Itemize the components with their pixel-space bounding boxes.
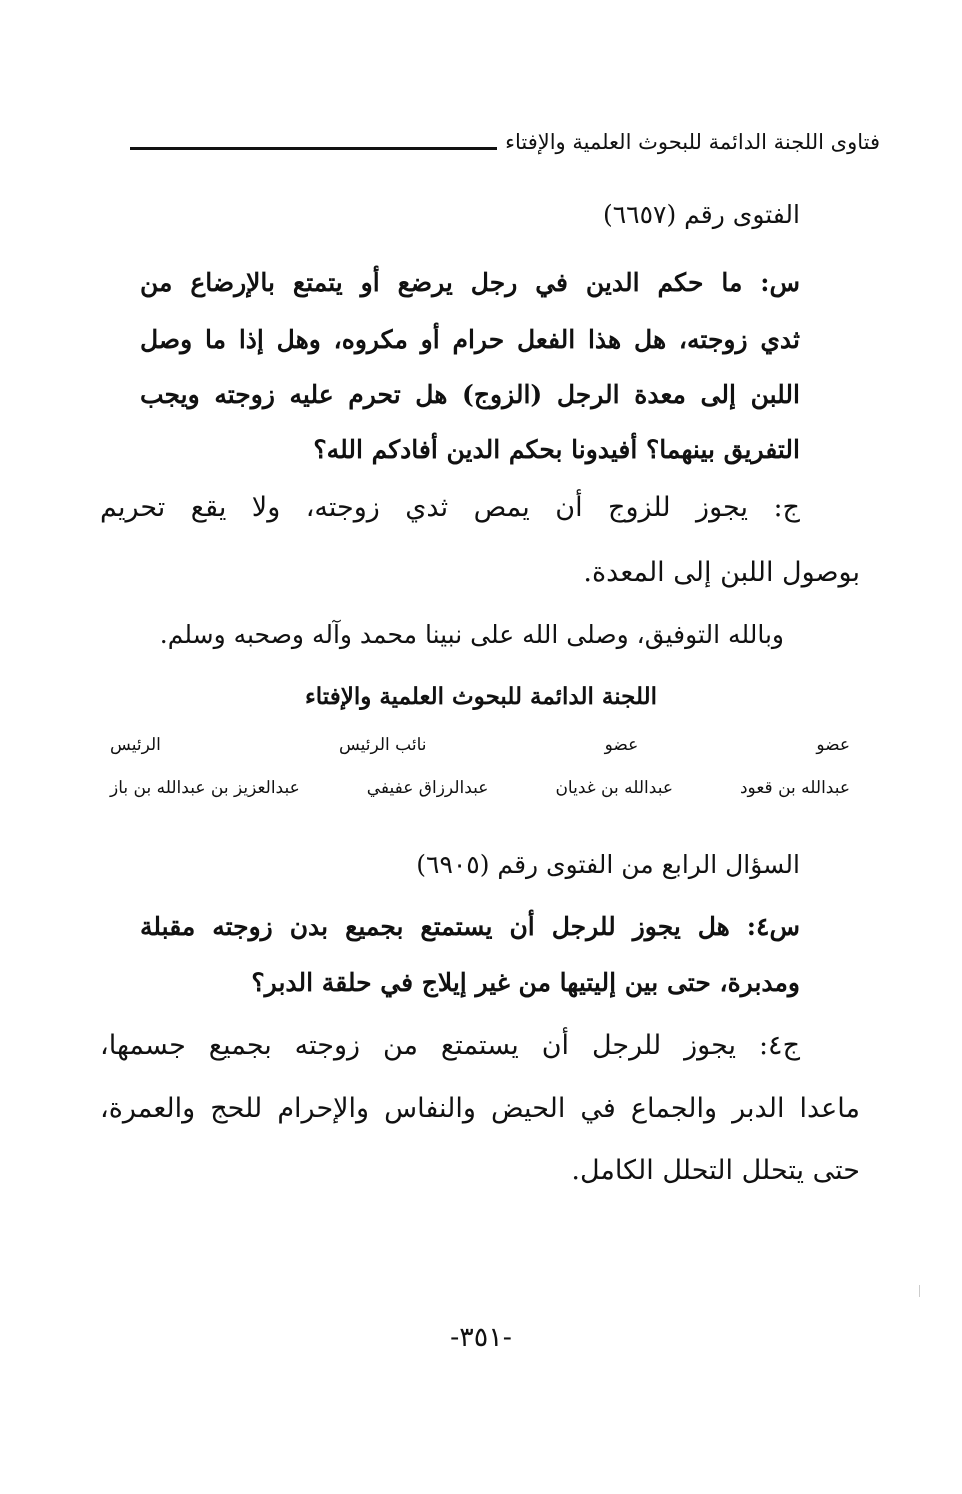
fatwa2-answer-line-3: حتى يتحلل التحلل الكامل. xyxy=(571,1155,860,1186)
fatwa1-closing: وبالله التوفيق، وصلى الله على نبينا محمد وآله وصحبه وسلم. xyxy=(159,620,784,649)
running-header-title: فتاوى اللجنة الدائمة للبحوث العلمية والإفتاء xyxy=(505,130,880,154)
fatwa1-question-line-4: التفريق بينهما؟ أفيدونا بحكم الدين أفادكم الله؟ xyxy=(313,435,800,464)
fatwa1-question-line-1: س: ما حكم الدين في رجل يرضع أو يتمتع بالإرضاع من xyxy=(140,268,800,297)
fatwa1-answer-line-2: بوصول اللبن إلى المعدة. xyxy=(583,557,860,588)
member-3: عبدالرزاق عفيفي xyxy=(366,778,489,798)
member-2: عبدالله بن غديان xyxy=(555,778,673,798)
role-member-1: عضو xyxy=(816,735,850,755)
fatwa2-answer-line-1: ج٤: يجوز للرجل أن يستمتع من زوجته بجميع جسمها، xyxy=(100,1030,800,1061)
page-number: -٣٥١- xyxy=(450,1322,512,1353)
fatwa1-question-line-3: اللبن إلى معدة الرجل (الزوج) هل تحرم عليه زوجته ويجب xyxy=(140,380,800,409)
fatwa1-answer-line-1: ج: يجوز للزوج أن يمص ثدي زوجته، ولا يقع تحريم xyxy=(100,492,800,523)
committee-roles xyxy=(110,735,850,755)
fatwa1-heading: الفتوى رقم (٦٦٥٧) xyxy=(602,200,800,229)
role-chair: الرئيس xyxy=(110,735,161,755)
committee-name: اللجنة الدائمة للبحوث العلمية والإفتاء xyxy=(304,683,658,710)
committee-members xyxy=(110,778,850,798)
role-member-2: عضو xyxy=(604,735,639,755)
margin-mark xyxy=(919,1285,920,1297)
member-4: عبدالعزيز بن عبدالله بن باز xyxy=(110,778,300,798)
header-rule xyxy=(130,147,497,150)
running-header xyxy=(130,130,880,154)
fatwa2-question-line-2: ومدبرة، حتى بين إليتيها من غير إيلاج في حلقة الدبر؟ xyxy=(251,968,800,997)
fatwa2-answer-line-2: ماعدا الدبر والجماع في الحيض والنفاس والإحرام للحج والعمرة، xyxy=(100,1093,860,1124)
role-vice-chair: نائب الرئيس xyxy=(338,735,427,755)
fatwa1-question-line-2: ثدي زوجته، هل هذا الفعل حرام أو مكروه، وهل إذا ما وصل xyxy=(140,325,800,354)
fatwa2-question-line-1: س٤: هل يجوز للرجل أن يستمتع بجميع بدن زوجته مقبلة xyxy=(140,912,800,941)
fatwa2-heading: السؤال الرابع من الفتوى رقم (٦٩٠٥) xyxy=(416,850,800,879)
member-1: عبدالله بن قعود xyxy=(739,778,850,798)
